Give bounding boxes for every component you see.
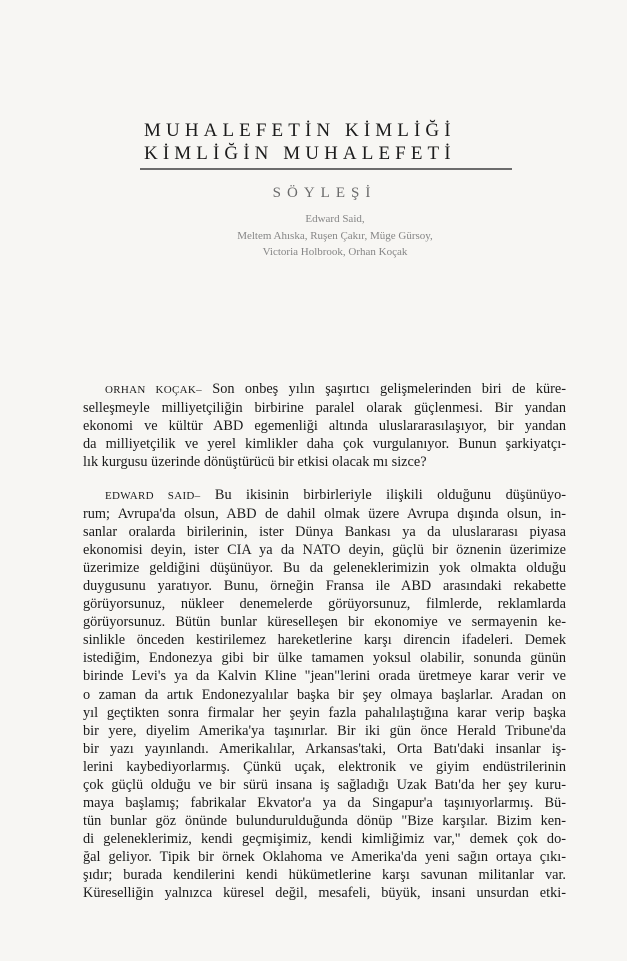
- paragraph-line: yıl geçtikten sonra firmalar her şeyin fazla pahalılaştığına karar verip başka: [83, 704, 566, 721]
- title-rule: [140, 168, 512, 170]
- paragraph-line: da milliyetçilik ve yerel kimlikler daha çok vurgulanıyor. Bunun şarkiyatçı-: [83, 436, 566, 453]
- paragraph-line: sinlikle önceden kestirilemez hareketlerine karşı direncin ifadeleri. Demek: [83, 632, 566, 649]
- paragraph-edward-said: [83, 486, 566, 902]
- paragraph-line: maya başlamış; fabrikalar Ekvator'a ya da Singapur'a taşınıyorlarmış. Bü-: [83, 794, 566, 811]
- authors-line-3: Victoria Holbrook, Orhan Koçak: [262, 246, 408, 258]
- paragraph-line: çok güçlü olduğu ve bir sürü insana iş sağladığı Uzak Batı'da her şey kuru-: [83, 776, 566, 793]
- paragraph-line: istediğim, Endonezya gibi bir ülke tamamen yoksul olabilir, sonunda günün: [83, 650, 566, 667]
- paragraph-line: Küreselliğin yalnızca küresel değil, mesafeli, büyük, insani unsurdan etki-: [83, 885, 566, 902]
- paragraph-line: o zaman da artık Endonezyalılar başka bir şey olmaya başlarlar. Aradan on: [83, 686, 566, 703]
- paragraph-line: şıdır; burada kendilerini kendi hükümetlerine karşı savunan militanlar var.: [83, 866, 566, 883]
- paragraph-line: bir yere, diyelim Amerika'ya taşınırlar. Bir iki gün önce Herald Tribune'da: [83, 722, 566, 739]
- paragraph-line: selleşmeyle milliyetçiliğin birbirine paralel olarak güçlenmesi. Bir yandan: [83, 400, 566, 417]
- paragraph-line: bir yazı yayınlandı. Amerikalılar, Arkansas'taki, Orta Batı'daki insanlar iş-: [83, 740, 566, 757]
- section-kicker: SÖYLEŞİ: [272, 185, 377, 201]
- title-line-1: MUHALEFETİN KİMLİĞİ: [144, 120, 456, 141]
- paragraph-line: ekonomisi deyin, ister CIA ya da NATO deyin, güçlü bir öznenin üzerimize: [83, 542, 566, 559]
- paragraph-line: lerini kaybediyorlarmış. Çünkü uçak, elektronik ve giyim endüstrilerinin: [83, 758, 566, 775]
- title-line-2: KİMLİĞİN MUHALEFETİ: [144, 143, 456, 164]
- speaker-label: ORHAN KOÇAK–: [105, 384, 202, 396]
- paragraph-line: sanlar oralarda birilerinin, ister Dünya Bankası ya da uluslararası piyasa: [83, 524, 566, 541]
- paragraph-line: görüyorsunuz. Bütün bunlar küreselleşen bir ekonomiye ve sermayenin ke-: [83, 614, 566, 631]
- authors-line-1: Edward Said,: [305, 213, 365, 225]
- paragraph-line: ekonomi ve kültür ABD egemenliği altında uluslararasılaşıyor, bir yandan: [83, 418, 566, 435]
- speaker-label: EDWARD SAID–: [105, 490, 201, 502]
- paragraph-line: birinde Levi's ya da Kalvin Kline "jean"lerini orada üretmeye karar verir ve: [83, 668, 566, 685]
- paragraph-line: ğal geliyor. Tipik bir örnek Oklahoma ve Amerika'da yeni sağın ortaya çıkı-: [83, 848, 566, 865]
- paragraph-line: görüyorsunuz, nükleer denemelerde görüyorsunuz, filmlerde, reklamlarda: [83, 596, 566, 613]
- paragraph-line: di geleneklerimiz, kendi geçmişimiz, kendi kimliğimiz var," demek çok do-: [83, 830, 566, 847]
- paragraph-line: ORHAN KOÇAK– Son onbeş yılın şaşırtıcı gelişmelerinden biri de küre-: [105, 381, 567, 397]
- paragraph-line: üzerimize geldiğini düşünüyor. Bu da geleneklerimizin yok olmakta olduğu: [83, 560, 566, 577]
- paragraph-line: lık kurgusu üzerinde dönüştürücü bir etkisi olacak mı sizce?: [83, 454, 427, 471]
- paragraph-line: tün bunlar göz önünde bulundurulduğunda dönüp "Bize karşılar. Bizim ken-: [83, 812, 566, 829]
- paragraph-line: EDWARD SAID– Bu ikisinin birbirleriyle ilişkili olduğunu düşünüyo-: [105, 487, 566, 503]
- paragraph-line: duygusunu yaratıyor. Bunu, örneğin Fransa ile ABD arasındaki rekabette: [83, 578, 566, 595]
- paragraph-orhan-kocak: [83, 380, 566, 471]
- authors-line-2: Meltem Ahıska, Ruşen Çakır, Müge Gürsoy,: [237, 230, 433, 242]
- paragraph-line: rum; Avrupa'da olsun, ABD de dahil olmak üzere Avrupa dışında olsun, in-: [83, 506, 566, 523]
